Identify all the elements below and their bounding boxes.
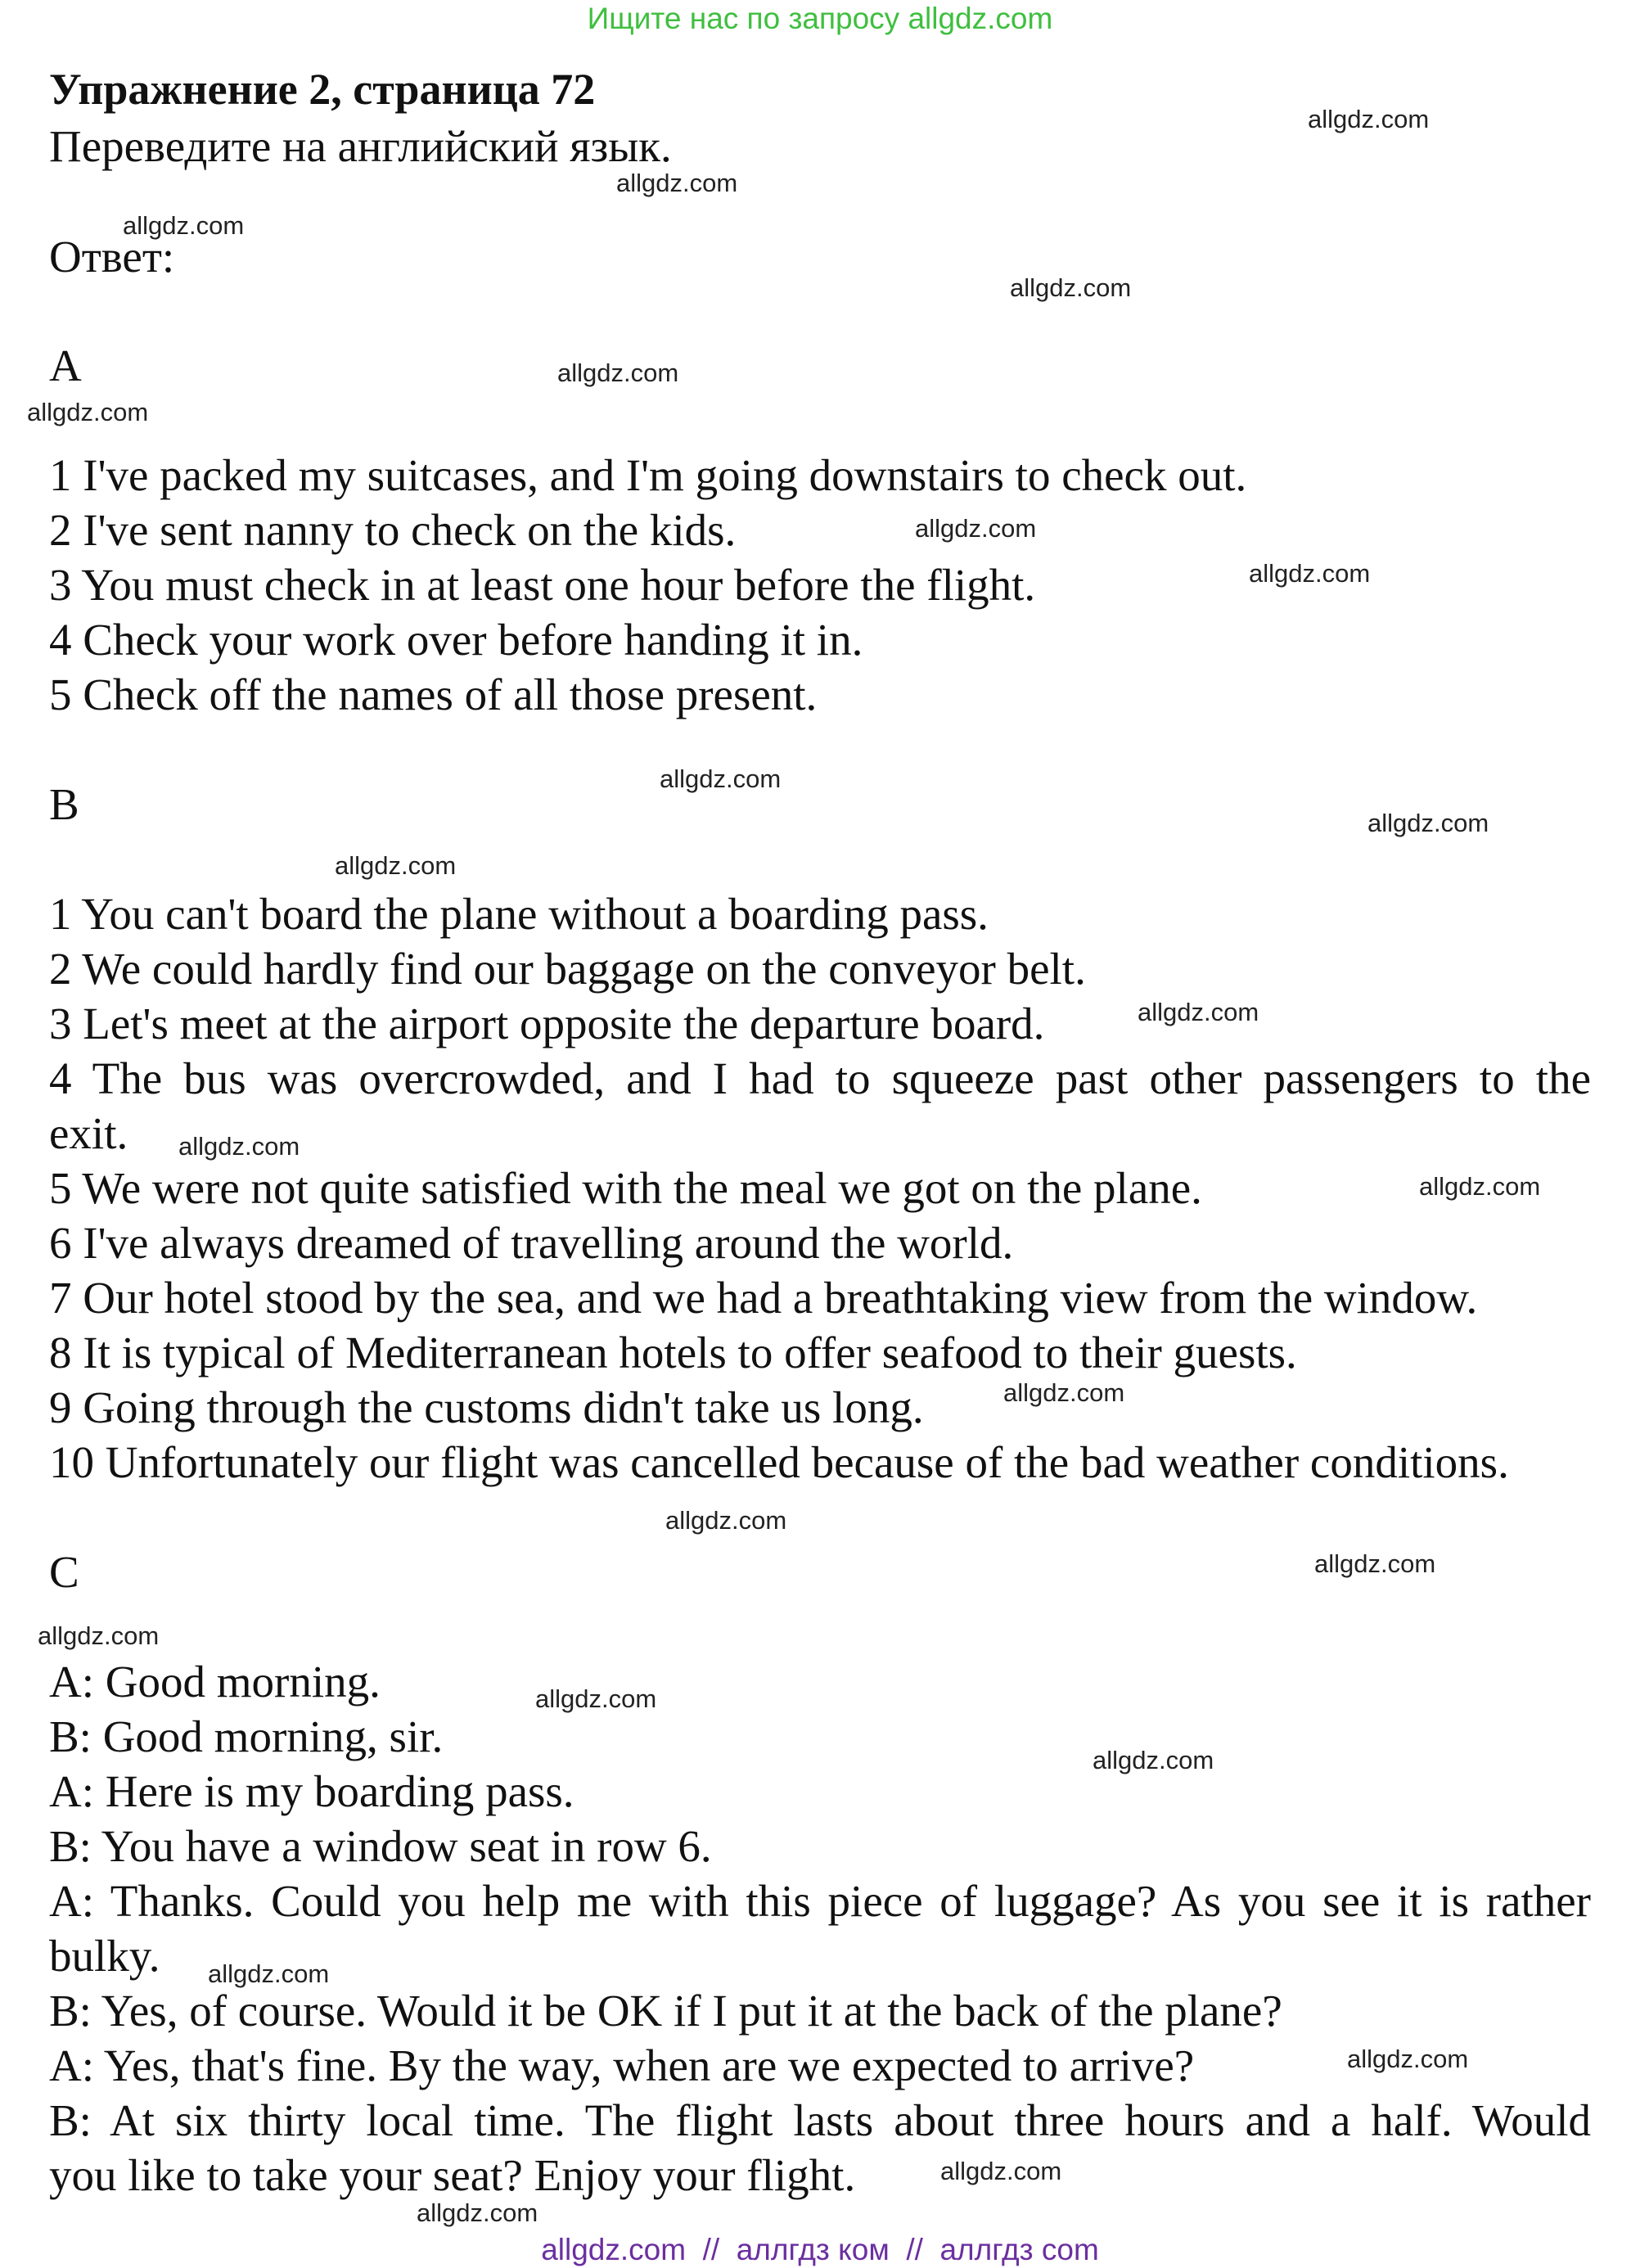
top-banner: Ищите нас по запросу allgdz.com xyxy=(587,2,1053,35)
watermark: allgdz.com xyxy=(178,1132,300,1161)
watermark: allgdz.com xyxy=(940,2157,1062,2185)
section-b-item: 4 The bus was overcrowded, and I had to squeeze past other passengers to the xyxy=(49,1053,1591,1103)
dialogue-line: A: Yes, that's fine. By the way, when are we expected to arrive? xyxy=(49,2040,1195,2090)
watermark: allgdz.com xyxy=(38,1621,160,1650)
section-b-item: 9 Going through the customs didn't take us long. xyxy=(49,1382,924,1432)
watermark: allgdz.com xyxy=(1093,1746,1214,1774)
watermark: allgdz.com xyxy=(915,514,1037,543)
watermark: allgdz.com xyxy=(123,211,245,240)
watermark: allgdz.com xyxy=(208,1959,330,1988)
dialogue-line: B: Good morning, sir. xyxy=(49,1711,444,1761)
watermark: allgdz.com xyxy=(1367,809,1489,837)
watermark: allgdz.com xyxy=(660,764,782,793)
section-a-label: A xyxy=(49,340,82,390)
watermark: allgdz.com xyxy=(1249,559,1371,588)
section-b-item: 8 It is typical of Mediterranean hotels to offer seafood to their guests. xyxy=(49,1328,1297,1377)
dialogue-line-continuation: bulky. xyxy=(49,1931,160,1981)
watermark: allgdz.com xyxy=(335,851,457,880)
section-b-item: 6 I've always dreamed of travelling around the world. xyxy=(49,1218,1014,1268)
section-a-item: 4 Check your work over before handing it in. xyxy=(49,615,863,665)
watermark: allgdz.com xyxy=(616,169,738,197)
exercise-title: Упражнение 2, страница 72 xyxy=(49,65,596,114)
section-b-label: B xyxy=(49,779,79,829)
section-b-item: 1 You can't board the plane without a boarding pass. xyxy=(49,889,989,939)
watermark: allgdz.com xyxy=(1308,105,1430,133)
section-b-item: 3 Let's meet at the airport opposite the departure board. xyxy=(49,999,1045,1048)
dialogue-line: A: Thanks. Could you help me with this piece of luggage? As you see it is rather xyxy=(49,1876,1591,1926)
section-b-item: 5 We were not quite satisfied with the meal we got on the plane. xyxy=(49,1163,1202,1213)
section-b-item: 2 We could hardly find our baggage on the conveyor belt. xyxy=(49,944,1086,994)
dialogue-line: A: Here is my boarding pass. xyxy=(49,1766,574,1816)
watermark: allgdz.com xyxy=(1138,998,1259,1026)
section-b-item: 10 Unfortunately our flight was cancelled because of the bad weather conditions. xyxy=(49,1437,1509,1487)
watermark: allgdz.com xyxy=(535,1684,657,1713)
watermark: allgdz.com xyxy=(1347,2045,1469,2073)
dialogue-line: A: Good morning. xyxy=(49,1657,381,1707)
section-a-item: 1 I've packed my suitcases, and I'm going downstairs to check out. xyxy=(49,450,1247,500)
dialogue-line: B: You have a window seat in row 6. xyxy=(49,1821,712,1871)
watermark: allgdz.com xyxy=(665,1506,787,1535)
watermark: allgdz.com xyxy=(417,2198,538,2227)
watermark: allgdz.com xyxy=(27,398,149,426)
answer-label: Ответ: xyxy=(49,232,175,282)
watermark: allgdz.com xyxy=(1003,1378,1125,1407)
bottom-banner: allgdz.com // аллгдз ком // аллгдз com xyxy=(541,2233,1099,2266)
watermark: allgdz.com xyxy=(557,358,679,387)
section-a-item: 2 I've sent nanny to check on the kids. xyxy=(49,505,737,555)
dialogue-line: B: Yes, of course. Would it be OK if I put it at the back of the plane? xyxy=(49,1986,1282,2036)
exercise-instruction: Переведите на английский язык. xyxy=(49,121,672,171)
section-a-item: 5 Check off the names of all those present. xyxy=(49,670,818,719)
section-b-item: 7 Our hotel stood by the sea, and we had a breathtaking view from the window. xyxy=(49,1273,1478,1323)
dialogue-line-continuation: you like to take your seat? Enjoy your flight. xyxy=(49,2150,856,2200)
section-a-item: 3 You must check in at least one hour before the flight. xyxy=(49,560,1036,610)
watermark: allgdz.com xyxy=(1314,1549,1436,1578)
dialogue-line: B: At six thirty local time. The flight lasts about three hours and a half. Would xyxy=(49,2095,1591,2145)
watermark: allgdz.com xyxy=(1419,1172,1541,1201)
watermark: allgdz.com xyxy=(1010,273,1132,302)
section-b-item-continuation: exit. xyxy=(49,1108,128,1158)
section-c-label: C xyxy=(49,1547,79,1597)
